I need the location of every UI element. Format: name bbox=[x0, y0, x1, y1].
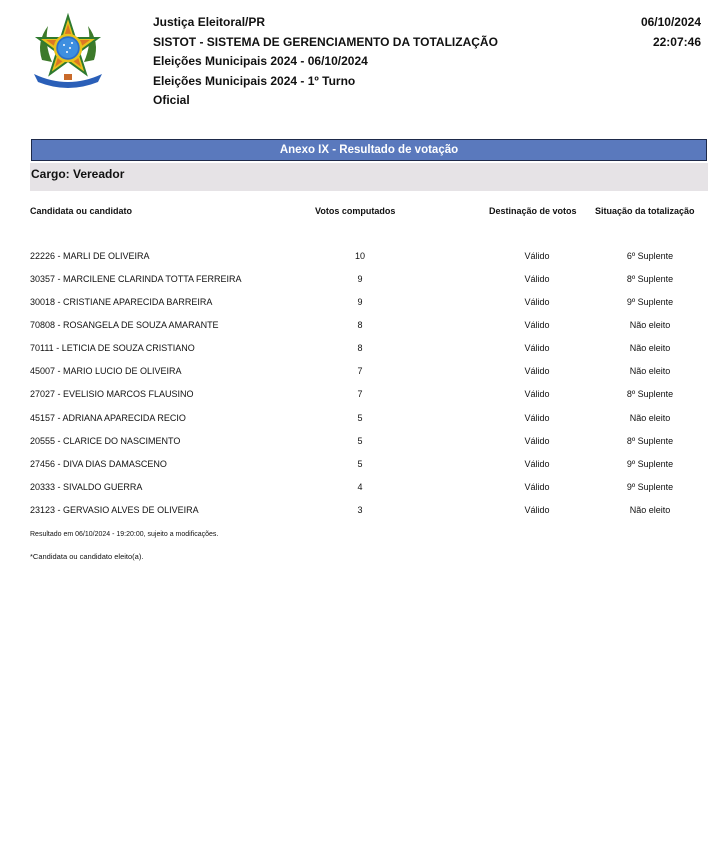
cargo-label: Cargo: Vereador bbox=[30, 163, 708, 191]
header-round: Eleições Municipais 2024 - 1º Turno bbox=[153, 73, 356, 88]
candidate-name: 30357 - MARCILENE CLARINDA TOTTA FERREIRA bbox=[30, 274, 242, 284]
candidate-name: 20555 - CLARICE DO NASCIMENTO bbox=[30, 436, 181, 446]
destination-value: Válido bbox=[524, 389, 550, 399]
header-election: Eleições Municipais 2024 - 06/10/2024 bbox=[153, 54, 368, 68]
header-timestamp bbox=[641, 13, 701, 52]
destination-value: Válido bbox=[524, 343, 550, 353]
candidate-name: 20333 - SIVALDO GUERRA bbox=[30, 482, 143, 492]
destination-value: Válido bbox=[524, 482, 550, 492]
situation-value: Não eleito bbox=[629, 343, 671, 353]
table-row bbox=[0, 482, 720, 498]
situation-value: 8º Suplente bbox=[626, 436, 674, 446]
situation-value: 6º Suplente bbox=[626, 251, 674, 261]
header-date: 06/10/2024 bbox=[640, 15, 701, 29]
votes-value: 4 bbox=[357, 482, 363, 492]
situation-value: Não eleito bbox=[629, 413, 671, 423]
destination-value: Válido bbox=[524, 274, 550, 284]
votes-value: 5 bbox=[357, 436, 363, 446]
destination-value: Válido bbox=[524, 413, 550, 423]
destination-value: Válido bbox=[524, 251, 550, 261]
table-row bbox=[0, 505, 720, 521]
situation-value: 8º Suplente bbox=[626, 389, 674, 399]
votes-value: 9 bbox=[357, 274, 363, 284]
candidate-name: 23123 - GERVASIO ALVES DE OLIVEIRA bbox=[30, 505, 199, 515]
destination-value: Válido bbox=[524, 297, 550, 307]
column-header-name: Candidata ou candidato bbox=[30, 206, 133, 216]
destination-value: Válido bbox=[524, 366, 550, 376]
votes-value: 9 bbox=[357, 297, 363, 307]
section-banner: Anexo IX - Resultado de votação bbox=[31, 139, 707, 161]
column-header-destination: Destinação de votos bbox=[489, 206, 577, 216]
votes-value: 5 bbox=[357, 413, 363, 423]
table-row bbox=[0, 297, 720, 313]
votes-value: 10 bbox=[355, 251, 366, 261]
votes-value: 3 bbox=[357, 505, 363, 515]
column-header-situation: Situação da totalização bbox=[595, 206, 695, 216]
table-row bbox=[0, 389, 720, 405]
header-status: Oficial bbox=[153, 93, 190, 107]
report-header bbox=[153, 13, 498, 111]
table-row bbox=[0, 320, 720, 336]
candidate-name: 45157 - ADRIANA APARECIDA RECIO bbox=[30, 413, 186, 423]
destination-value: Válido bbox=[524, 459, 550, 469]
votes-value: 8 bbox=[357, 320, 363, 330]
candidate-name: 45007 - MARIO LUCIO DE OLIVEIRA bbox=[30, 366, 182, 376]
header-system: SISTOT - SISTEMA DE GERENCIAMENTO DA TOTALIZAÇÃO bbox=[153, 34, 498, 49]
destination-value: Válido bbox=[524, 436, 550, 446]
situation-value: 8º Suplente bbox=[626, 274, 674, 284]
destination-value: Válido bbox=[524, 320, 550, 330]
table-row bbox=[0, 413, 720, 429]
votes-value: 5 bbox=[357, 459, 363, 469]
situation-value: 9º Suplente bbox=[626, 297, 674, 307]
votes-value: 7 bbox=[357, 366, 363, 376]
column-header-votes: Votos computados bbox=[315, 206, 396, 216]
header-time: 22:07:46 bbox=[652, 34, 701, 49]
situation-value: Não eleito bbox=[629, 505, 671, 515]
situation-value: 9º Suplente bbox=[626, 459, 674, 469]
candidate-name: 70111 - LETICIA DE SOUZA CRISTIANO bbox=[30, 343, 195, 353]
votes-value: 8 bbox=[357, 343, 363, 353]
situation-value: 9º Suplente bbox=[626, 482, 674, 492]
votes-value: 7 bbox=[357, 389, 363, 399]
candidate-name: 22226 - MARLI DE OLIVEIRA bbox=[30, 251, 150, 261]
brazil-coat-of-arms-icon bbox=[28, 12, 108, 92]
situation-value: Não eleito bbox=[629, 366, 671, 376]
header-institution: Justiça Eleitoral/PR bbox=[153, 15, 266, 29]
candidate-name: 27456 - DIVA DIAS DAMASCENO bbox=[30, 459, 167, 469]
destination-value: Válido bbox=[524, 505, 550, 515]
table-row bbox=[0, 343, 720, 359]
table-row bbox=[0, 459, 720, 475]
candidate-name: 27027 - EVELISIO MARCOS FLAUSINO bbox=[30, 389, 194, 399]
candidate-name: 30018 - CRISTIANE APARECIDA BARREIRA bbox=[30, 297, 213, 307]
table-row bbox=[0, 274, 720, 290]
candidate-name: 70808 - ROSANGELA DE SOUZA AMARANTE bbox=[30, 320, 219, 330]
result-note: Resultado em 06/10/2024 - 19:20:00, sujeito a modificações. bbox=[30, 531, 219, 538]
table-row bbox=[0, 251, 720, 267]
situation-value: Não eleito bbox=[629, 320, 671, 330]
table-row bbox=[0, 366, 720, 382]
table-row bbox=[0, 436, 720, 452]
elected-note: *Candidata ou candidato eleito(a). bbox=[30, 552, 144, 561]
